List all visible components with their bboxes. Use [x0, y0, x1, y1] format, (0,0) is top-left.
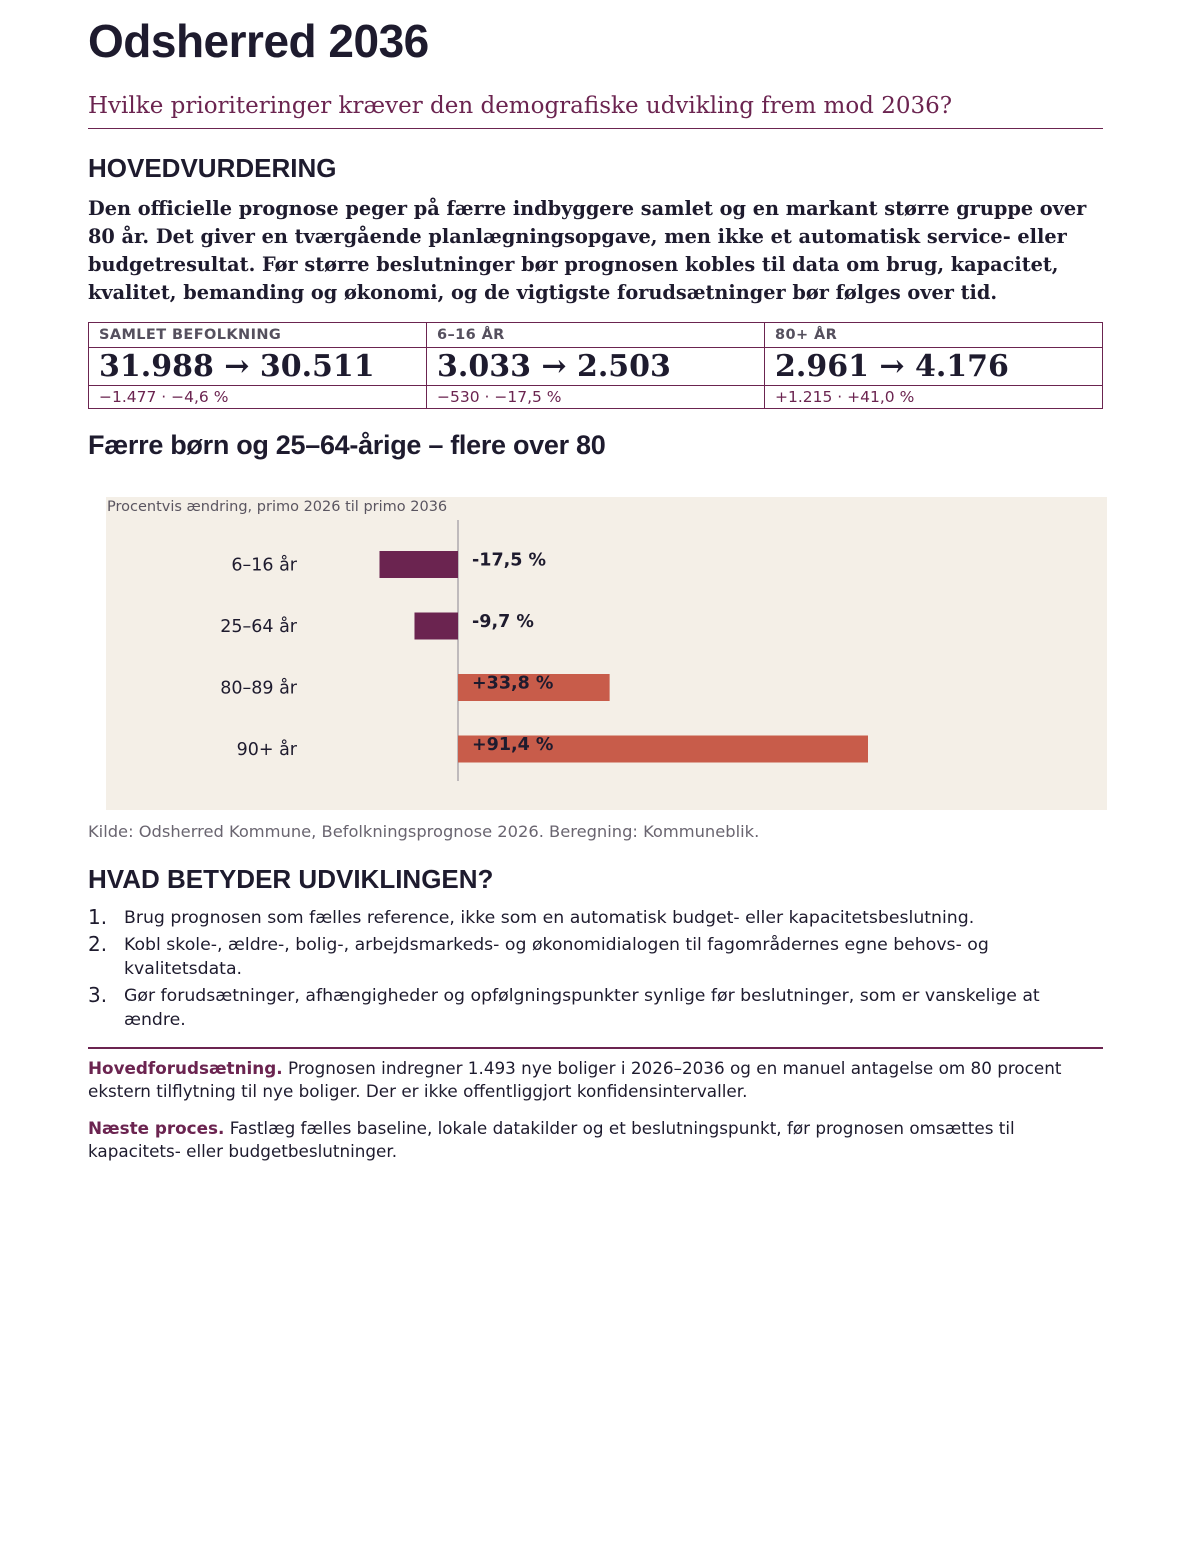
bar-1 — [414, 613, 458, 640]
chart-subtitle: Procentvis ændring, primo 2026 til primo 2036 — [107, 499, 448, 515]
list-number: 3. — [88, 983, 108, 1007]
page-subtitle: Hvilke prioriteringer kræver den demografiske udvikling frem mod 2036? — [88, 92, 1103, 129]
category-label: 90+ år — [236, 740, 297, 760]
assessment-text: Den officielle prognose peger på færre indbyggere samlet og en markant større gruppe over 80 år. Det giver en tværgående planlægningsopgave, men ikke et automatisk service- eller budgetresultat. Før større beslutninger bør prognosen kobles til data om brug, kapacitet, kvalitet, bemanding og økonomi, og de vigtigste forudsætninger bør følges over tid. — [88, 197, 1087, 304]
kpi-label-total: SAMLET BEFOLKNING — [89, 323, 427, 348]
next-process-note — [88, 1117, 1103, 1163]
list-text: Gør forudsætninger, afhængigheder og opfølgningspunkter synlige før beslutninger, som er vanskelige at ændre. — [124, 986, 1040, 1030]
next-process-text: Fastlæg fælles baseline, lokale datakilder og et beslutningspunkt, før prognosen omsættes til kapacitets- eller budgetbeslutninger. — [88, 1118, 1015, 1161]
assessment-heading: HOVEDVURDERING — [88, 153, 337, 183]
list-number: 2. — [88, 932, 108, 956]
page-title: Odsherred 2036 — [88, 15, 429, 67]
kpi-value-80plus: 2.961 → 4.176 — [765, 348, 1103, 386]
list-text: Brug prognosen som fælles reference, ikke som en automatisk budget- eller kapacitetsbeslutning. — [124, 908, 975, 928]
data-label: +33,8 % — [472, 673, 554, 694]
kpi-value-total: 31.988 → 30.511 — [89, 348, 427, 386]
assumption-label: Hovedforudsætning. — [88, 1058, 283, 1078]
data-label: +91,4 % — [472, 735, 554, 755]
kpi-value-6-16: 3.033 → 2.503 — [427, 348, 765, 386]
list-item — [88, 933, 1103, 981]
category-label: 80–89 år — [220, 678, 297, 699]
bar-0 — [379, 551, 458, 578]
assumption-text: Prognosen indregner 1.493 nye boliger i 2026–2036 og en manuel antagelse om 80 procent ekstern tilflytning til nye boliger. Der er ikke offentliggjort konfidensintervaller. — [88, 1058, 1062, 1101]
assumption-note — [88, 1057, 1103, 1103]
chart-heading: Færre børn og 25–64-årige – flere over 80 — [88, 430, 606, 460]
category-label: 25–64 år — [220, 617, 297, 637]
list-text: Kobl skole-, ældre-, bolig-, arbejdsmarkeds- og økonomidialogen til fagområdernes egne behovs- og kvalitetsdata. — [124, 935, 989, 979]
list-item — [88, 906, 1103, 930]
kpi-label-80plus: 80+ ÅR — [765, 323, 1103, 348]
kpi-change-80plus: +1.215 · +41,0 % — [765, 386, 1103, 409]
kpi-change-total: −1.477 · −4,6 % — [89, 386, 427, 409]
data-label: -17,5 % — [472, 550, 547, 571]
list-number: 1. — [88, 905, 108, 929]
age-change-chart — [106, 497, 1107, 810]
report-page — [88, 0, 1103, 1161]
data-label: -9,7 % — [472, 612, 534, 632]
kpi-change-6-16: −530 · −17,5 % — [427, 386, 765, 409]
chart-svg — [106, 497, 1107, 810]
kpi-table — [88, 322, 1103, 409]
implications-heading: HVAD BETYDER UDVIKLINGEN? — [88, 864, 494, 894]
section-divider — [88, 1047, 1103, 1049]
list-item — [88, 984, 1103, 1032]
next-process-label: Næste proces. — [88, 1118, 225, 1138]
kpi-label-6-16: 6–16 ÅR — [427, 323, 765, 348]
implications-list — [88, 906, 1103, 1035]
category-label: 6–16 år — [231, 555, 297, 576]
chart-source: Kilde: Odsherred Kommune, Befolkningsprognose 2026. Beregning: Kommuneblik. — [88, 822, 760, 841]
